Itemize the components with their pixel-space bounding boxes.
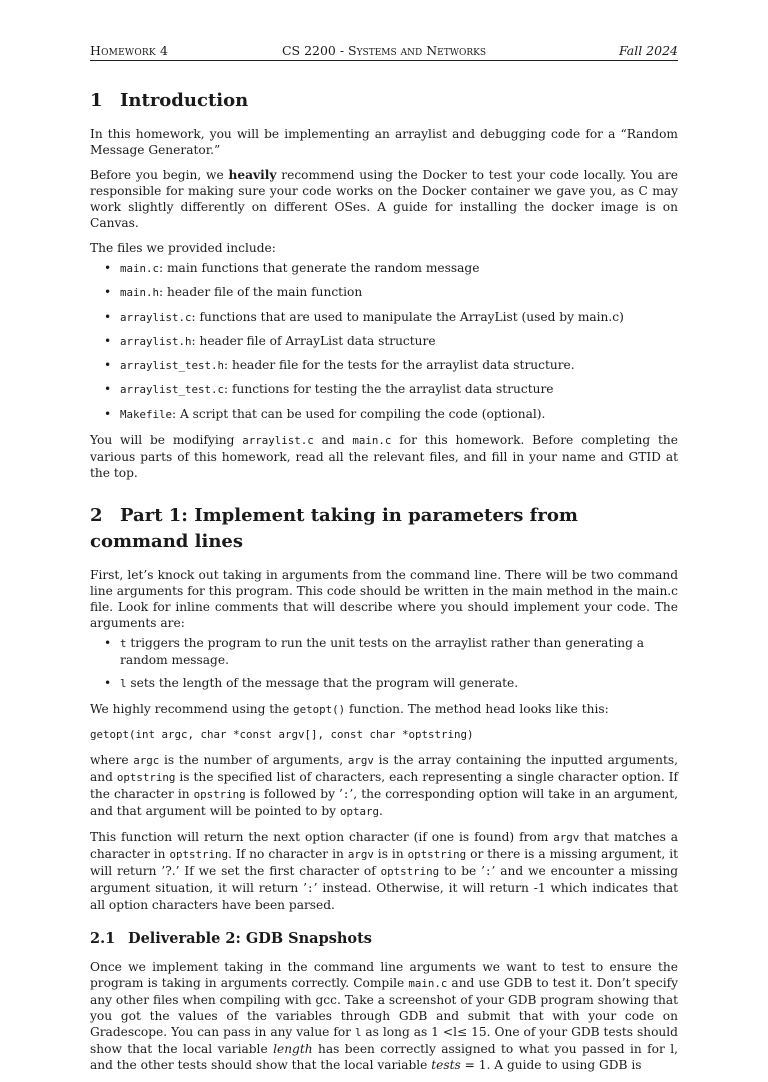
argument-description: sets the length of the message that the program will generate. bbox=[126, 676, 519, 691]
code: : bbox=[307, 882, 314, 896]
intro-paragraph-4 bbox=[90, 432, 678, 481]
file-description: : header file of the main function bbox=[159, 285, 363, 300]
code: arraylist.c bbox=[242, 433, 314, 447]
text: . bbox=[378, 804, 383, 819]
code: optstring bbox=[116, 771, 176, 785]
argument-flag: l bbox=[120, 677, 127, 691]
text: ’ and we encounter a missing argument situation, it will return ’ bbox=[90, 864, 679, 896]
text: You will be modifying bbox=[90, 432, 243, 447]
code: argv bbox=[553, 831, 580, 845]
text: and use GDB to test it. Don’t specify any other files when compiling with gcc. Take a screenshot of your GDB program showing that you got the values of the variables through GDB and submit that with your code on Gradescope. You can pass in any value for bbox=[90, 976, 678, 1040]
list-item bbox=[112, 333, 678, 350]
subsection-title: Deliverable 2: GDB Snapshots bbox=[128, 930, 372, 948]
list-item bbox=[112, 260, 678, 277]
text: . If no character in bbox=[228, 847, 348, 862]
deliverable-paragraph bbox=[90, 959, 678, 1073]
file-description: : main functions that generate the random message bbox=[159, 261, 480, 275]
code: optstring bbox=[169, 848, 229, 862]
file-description: : functions for testing the the arraylist data structure bbox=[224, 382, 554, 397]
text: as long as 1 <l≤ 15. One of your GDB tests should show that the local variable bbox=[90, 1025, 678, 1057]
file-description: : functions that are used to manipulate the ArrayList (used by main.c) bbox=[191, 309, 624, 324]
code: : bbox=[484, 865, 492, 879]
text: recommend using the Docker to test your code locally. You are responsible for making sure your code works on the Docker container we gave you, as C may work slightly differently on different OSes. A guide for installing the docker image is on Canvas. bbox=[90, 168, 678, 230]
section-number: 1 bbox=[90, 90, 103, 111]
list-item bbox=[112, 635, 678, 668]
file-name: Makefile bbox=[120, 407, 173, 421]
code: : bbox=[342, 788, 350, 802]
part1-paragraph-1: First, let’s knock out taking in arguments from the command line. There will be two command line arguments for this program. This code should be written in the main method in the main.c file. Look for inline comments that will describe where you should implement your code. The arguments are: bbox=[90, 567, 678, 630]
text: to be ’ bbox=[439, 864, 485, 879]
code: optstring bbox=[407, 848, 467, 862]
part1-paragraph-4 bbox=[90, 829, 678, 913]
part1-paragraph-3 bbox=[90, 752, 678, 820]
code: main.c bbox=[408, 977, 448, 991]
part1-paragraph-2 bbox=[90, 701, 678, 718]
file-name: arraylist.h bbox=[120, 334, 192, 348]
file-description: : header file of ArrayList data structure bbox=[191, 333, 436, 348]
code: getopt() bbox=[293, 703, 346, 717]
section-title: Part 1: Implement taking in parameters from command lines bbox=[90, 504, 578, 552]
file-name: arraylist_test.c bbox=[120, 383, 225, 397]
text: is the array containing the inputted arguments, and bbox=[90, 753, 678, 785]
document-body bbox=[90, 88, 678, 1082]
text: ’, the corresponding option will take in an argument, and that argument will be pointed to by bbox=[90, 787, 679, 819]
text: Before you begin, we bbox=[90, 168, 229, 182]
header-left: Homework 4 bbox=[90, 43, 169, 58]
text: has been correctly assigned to what you passed in for l, and the other tests should show that the local variable bbox=[90, 1042, 678, 1073]
text: function. The method head looks like this: bbox=[345, 702, 609, 717]
text: or there is a missing argument, it will return ’?.’ If we set the first character of bbox=[90, 847, 678, 879]
subsection-deliverable-heading bbox=[90, 929, 678, 949]
list-item bbox=[112, 406, 678, 423]
files-list bbox=[90, 260, 678, 423]
text: = 1. A guide to using GDB is bbox=[460, 1058, 642, 1073]
file-name: arraylist.c bbox=[120, 310, 192, 324]
text: where bbox=[90, 753, 134, 768]
arguments-list bbox=[90, 635, 678, 692]
list-item bbox=[112, 675, 678, 692]
text: ’ instead. Otherwise, it will return -1 which indicates that all option characters have been parsed. bbox=[90, 881, 678, 913]
code: argv bbox=[347, 754, 374, 768]
getopt-signature: getopt(int argc, char *const argv[], const char *optstring) bbox=[90, 728, 474, 742]
intro-paragraph-3: The files we provided include: bbox=[90, 241, 276, 255]
text: and bbox=[313, 432, 353, 447]
file-description: : header file for the tests for the arraylist data structure. bbox=[224, 358, 575, 373]
text: is in bbox=[373, 847, 408, 862]
header-right: Fall 2024 bbox=[618, 43, 678, 58]
text: Once we implement taking in the command line arguments we want to test to ensure the program is taking in arguments correctly. Compile bbox=[90, 960, 678, 991]
text: is the specified list of characters, each representing a single character option. If the character in bbox=[90, 770, 679, 802]
section-part1-heading bbox=[90, 503, 678, 555]
argument-description: triggers the program to run the unit tests on the arraylist rather than generating a random message. bbox=[120, 635, 645, 667]
text: is followed by ’ bbox=[245, 787, 343, 802]
code: main.c bbox=[352, 433, 392, 447]
list-item bbox=[112, 381, 678, 398]
text: that matches a character in bbox=[90, 830, 678, 862]
emphasis: tests bbox=[431, 1058, 461, 1073]
code: opstring bbox=[193, 788, 246, 802]
text: We highly recommend using the bbox=[90, 702, 294, 717]
section-introduction-heading bbox=[90, 88, 678, 114]
list-item bbox=[112, 309, 678, 326]
file-name: main.h bbox=[120, 286, 160, 300]
emphasis: length bbox=[273, 1042, 313, 1057]
code: l bbox=[354, 1026, 362, 1040]
section-number: 2 bbox=[90, 504, 103, 526]
emphasis: heavily bbox=[228, 168, 277, 182]
file-name: main.c bbox=[120, 262, 160, 275]
list-item bbox=[112, 284, 678, 301]
running-header bbox=[90, 40, 678, 61]
subsection-number: 2.1 bbox=[90, 930, 116, 948]
header-center: CS 2200 - Systems and Networks bbox=[281, 43, 487, 58]
file-name: arraylist_test.h bbox=[120, 359, 225, 373]
intro-paragraph-1: In this homework, you will be implementing an arraylist and debugging code for a “Random Message Generator.” bbox=[90, 127, 678, 157]
text: This function will return the next option character (if one is found) from bbox=[90, 830, 554, 845]
code: optstring bbox=[380, 865, 440, 879]
list-item bbox=[112, 357, 678, 374]
code: argv bbox=[347, 848, 374, 862]
code: argc bbox=[133, 754, 160, 768]
text: for this homework. Before completing the various parts of this homework, read all the relevant files, and fill in your name and GTID at the top. bbox=[90, 432, 678, 480]
file-description: : A script that can be used for compiling the code (optional). bbox=[172, 406, 546, 421]
section-title: Introduction bbox=[120, 90, 249, 111]
code: optarg bbox=[339, 805, 379, 819]
intro-paragraph-2 bbox=[90, 167, 678, 231]
text: is the number of arguments, bbox=[159, 753, 348, 768]
argument-flag: t bbox=[120, 636, 127, 650]
